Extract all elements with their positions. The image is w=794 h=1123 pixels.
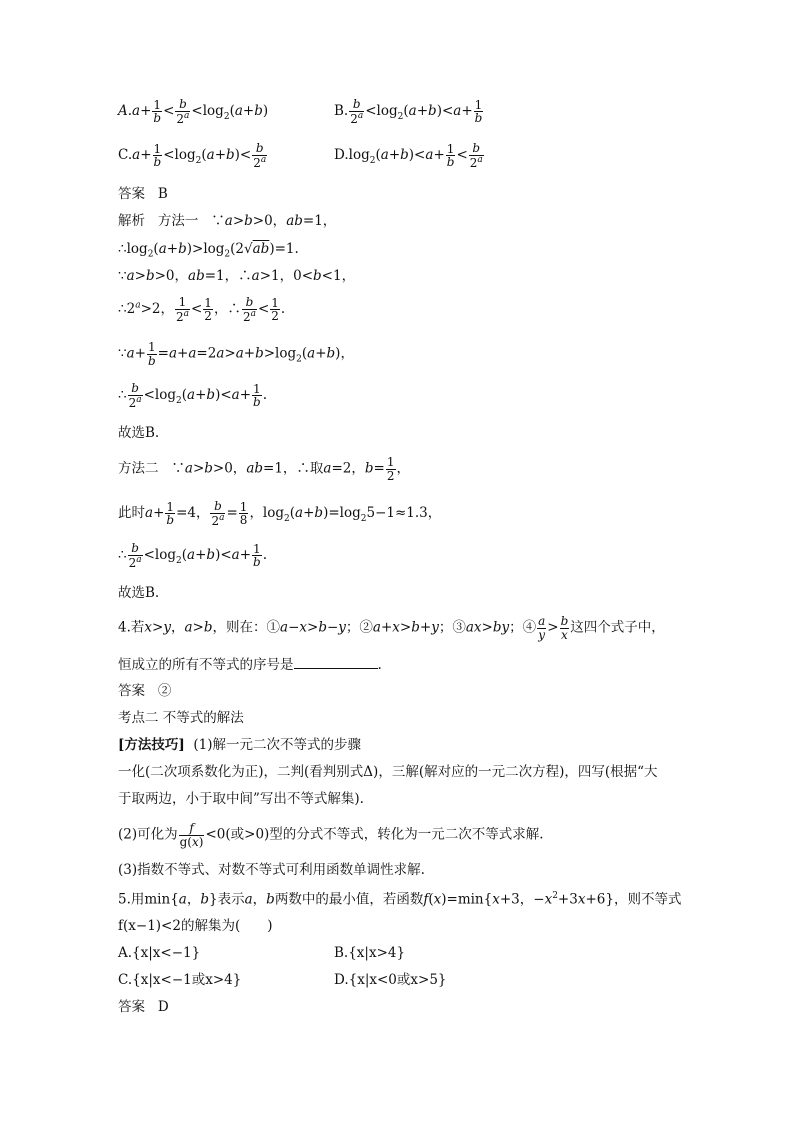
tip-1-title: (1)解一元二次不等式的步骤 — [193, 737, 361, 753]
method1-line-4: $\therefore 2^a>2$， $\frac{1}{2^a}$ < $\frac{1}{2}$ ，∴ $\frac{b}{2^a}$ < $\frac{1}{2}$ . — [118, 295, 286, 324]
tip-label: [方法技巧] — [118, 737, 185, 753]
analysis-line: 解析 方法一 ∵a>b>0，ab=1， — [118, 213, 337, 229]
q5-option-b: B.{x|x>4} — [334, 945, 406, 961]
answer-label: 答案 — [118, 999, 145, 1015]
option-d: $D.\log_2(a+b)<a+$ $\frac{1}{b}$ < $\frac{b}{2^a}$ — [334, 141, 483, 170]
option-c: C.a+ $\frac{1}{b}$ $<\log_2(a+b)<$ $\frac{b}{2^a}$ — [118, 141, 267, 170]
method1-label: 方法一 — [157, 213, 199, 229]
q5-option-a: A.{x|x<−1} — [118, 945, 201, 961]
answer-label: 答案 — [118, 683, 145, 699]
method2-line-2: 此时a+ $\frac{1}{b}$ =4， $\frac{b}{2^a}$ = $\frac{1}{8}$ ，$\log_2(a+b)=\log_25-1\approx 1.3$， — [118, 499, 442, 528]
tip-2: (2)可化为 $\frac{f}{g(x)}$ <0(或>0)型的分式不等式，转化为一元二次不等式求解. — [118, 821, 544, 849]
method2-line-1: 方法二 ∵a>b>0，ab=1，∴取a=2，b= $\frac{1}{2}$ ， — [118, 455, 410, 483]
answer-q3 — [118, 186, 168, 202]
q5-text-a: 5.用min{a，b}表示a，b两数中的最小值，若函数f(x)=min{x+3，$-x^2+3x+6$}，则不等式 — [118, 891, 682, 908]
method2-line-3: ∴ $\frac{b}{2^a}$ $<\log_2(a+b)<a+$ $\frac{1}{b}$ . — [118, 541, 268, 570]
answer-q5 — [118, 999, 169, 1015]
answer-value: D — [157, 999, 169, 1015]
q4-text: 4.若x>y，a>b，则在：①a−x>b−y；②a+x>b+y；③ax>by；④ $\frac{a}{y}$ > $\frac{b}{x}$ 这四个式子中， — [118, 614, 665, 642]
method1-line-3: ∵a>b>0，ab=1，∴a>1，0<b<1， — [118, 268, 356, 284]
method2-conclusion: 故选B. — [118, 585, 160, 601]
answer-value: B — [157, 186, 168, 202]
tip-line-1 — [118, 737, 361, 753]
q5-option-c: C.{x|x<−1或x>4} — [118, 972, 242, 988]
answer-value: ② — [157, 683, 172, 699]
option-b: B. $\frac{b}{2^a}$ $<\log_2(a+b)<a+$ $\frac{1}{b}$ — [334, 97, 483, 126]
method1-conclusion: 故选B. — [118, 425, 160, 441]
analysis-label: 解析 — [118, 213, 145, 229]
tip-1-body-b: 于取两边，小于取中间”写出不等式解集). — [118, 791, 364, 807]
q5-option-d: D.{x|x<0或x>5} — [334, 972, 447, 988]
option-a: A.a+ $\frac{1}{b}$ < $\frac{b}{2^a}$ $<\log_2(a+b)$ — [118, 97, 269, 126]
section-title: 考点二 不等式的解法 — [118, 710, 244, 726]
answer-label: 答案 — [118, 186, 145, 202]
answer-q4 — [118, 683, 171, 699]
tip-3: (3)指数不等式、对数不等式可利用函数单调性求解. — [118, 862, 425, 878]
method1-line-5: ∵a+ $\frac{1}{b}$ $=a+a=2a>a+b>\log_2(a+b)$， — [118, 340, 354, 368]
tip-1-body-a: 一化(二次项系数化为正)，二判(看判别式Δ)，三解(解对应的一元二次方程)，四写(根据“大 — [118, 764, 658, 780]
q4-text-2: 恒成立的所有不等式的序号是 . — [118, 657, 382, 673]
method1-line-2: $\therefore\log_2(a+b)>\log_2(2√ab)=1$. — [118, 241, 299, 260]
method1-line-6: ∴ $\frac{b}{2^a}$ $<\log_2(a+b)<a+$ $\frac{1}{b}$ . — [118, 381, 268, 410]
q4-prompt: 恒成立的所有不等式的序号是 — [118, 657, 294, 673]
answer-blank — [294, 656, 378, 669]
q5-text-b: f(x−1)<2的解集为( ) — [118, 918, 273, 934]
method2-label: 方法二 — [118, 460, 159, 477]
